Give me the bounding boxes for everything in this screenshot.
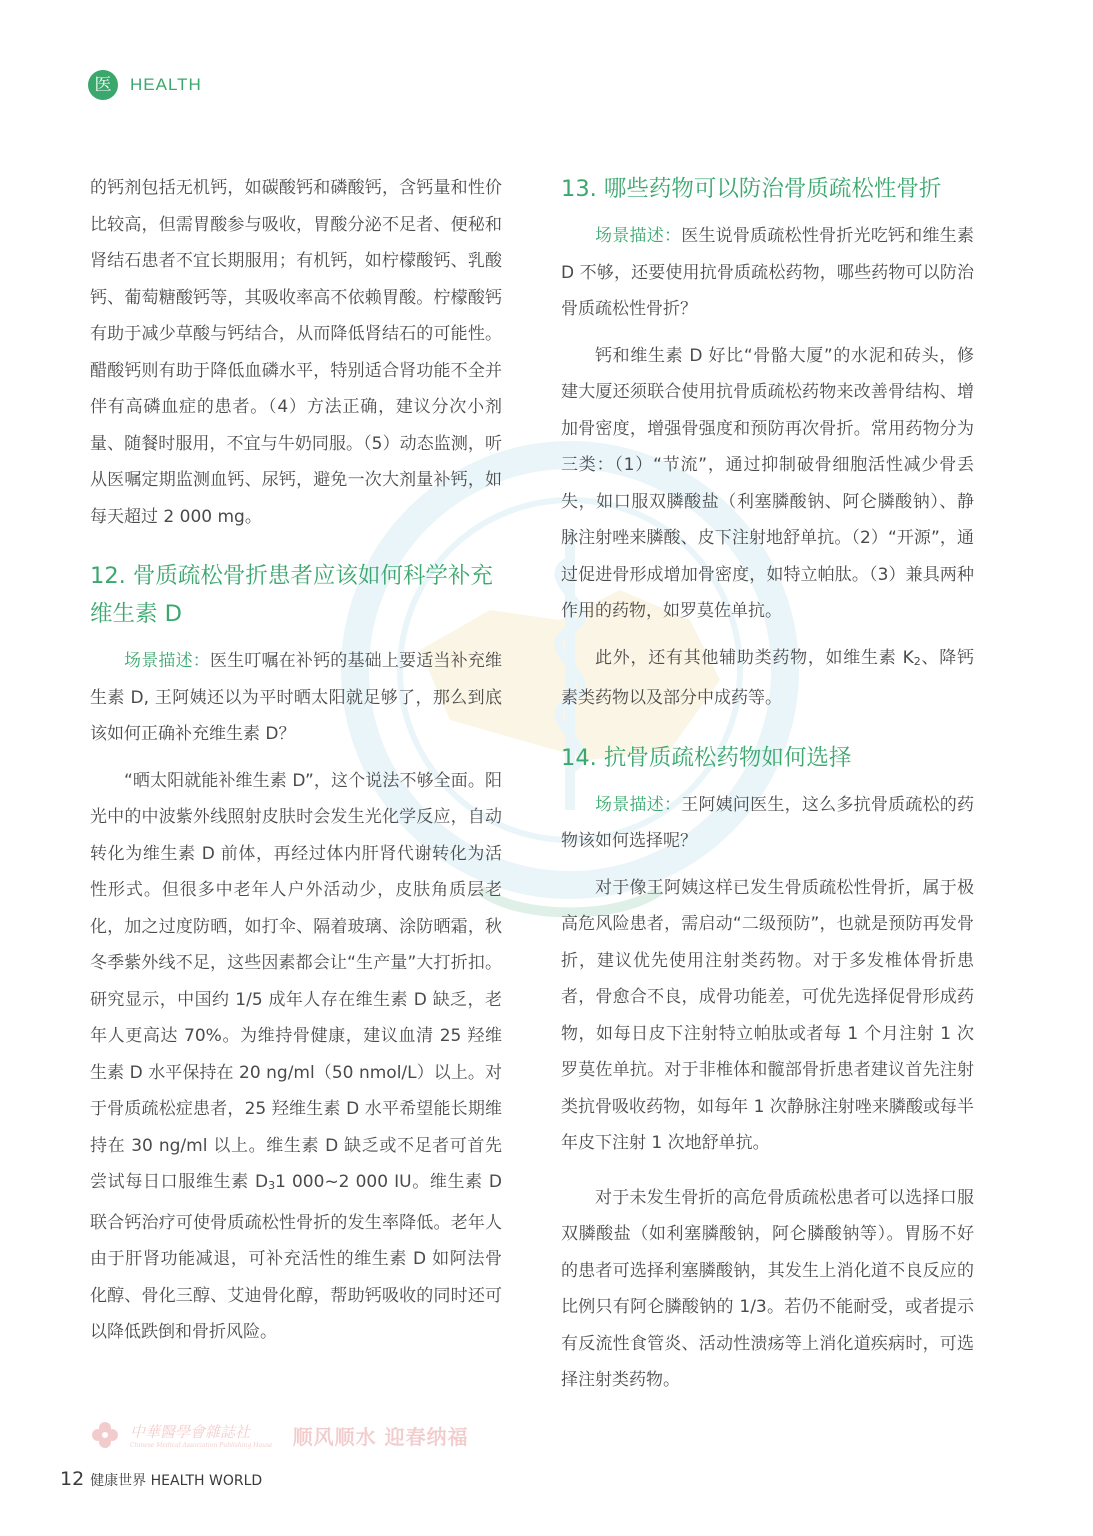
scene-text: 医生叮嘱在补钙的基础上要适当补充维生素 D, 王阿姨还以为平时晒太阳就足够了，那么到底该如何正确补充维生素 D？ [90, 651, 502, 744]
subscript: 3 [268, 1179, 276, 1192]
paragraph-oral-options: 对于未发生骨折的高危骨质疏松患者可以选择口服双膦酸盐（如利塞膦酸钠，阿仑膦酸钠等）。胃肠不好的患者可选择利塞膦酸钠，其发生上消化道不良反应的比例只有阿仑膦酸钠的 1/3。若仍不能耐受，或者提示有反流性食管炎、活动性溃疡等上消化道疾病时，可选择注射类药物。 [561, 1187, 974, 1390]
text-part: 此外，还有其他辅助类药物，如维生素 K [595, 647, 914, 668]
paragraph-vitamin-d [90, 763, 502, 1351]
paragraph-auxiliary-drugs [561, 640, 974, 717]
scene-14 [561, 787, 974, 860]
right-column [561, 170, 974, 1399]
magazine-name: 健康世界 HEALTH WORLD [90, 1473, 263, 1489]
scene-12 [90, 643, 502, 753]
text-part: 、降钙素类药物以及部分中成药等。 [561, 647, 975, 708]
medical-badge-icon: 医 [88, 70, 118, 100]
publisher-name-cn: 中華醫學會雜誌社 [130, 1423, 251, 1441]
subscript: 2 [913, 654, 921, 668]
publisher-slogan: 顺风顺水 迎春纳福 [292, 1424, 469, 1449]
publisher-mark [90, 1420, 469, 1450]
scene-text: 医生说骨质疏松性骨折光吃钙和维生素 D 不够，还要使用抗骨质疏松药物，哪些药物可以防治骨质疏松性骨折？ [561, 226, 975, 319]
heading-13: 13. 哪些药物可以防治骨质疏松性骨折 [561, 176, 942, 202]
paragraph-high-risk: 对于像王阿姨这样已发生骨质疏松性骨折，属于极高危风险患者，需启动“二级预防”，也就是预防再发骨折，建议优先使用注射类药物。对于多发椎体骨折患者，骨愈合不良，成骨功能差，可优先选择促骨形成药物，如每日皮下注射特立帕肽或者每 1 个月注射 1 次罗莫佐单抗。对于非椎体和髋部骨折患者建议首先注射类抗骨吸收药物，如每年 1 次静脉注射唑来膦酸或每半年皮下注射 1 次地舒单抗。 [561, 877, 974, 1153]
page-footer [60, 1468, 262, 1490]
heading-14: 14. 抗骨质疏松药物如何选择 [561, 744, 852, 771]
scene-text: 王阿姨问医生，这么多抗骨质疏松的药物该如何选择呢？ [561, 794, 975, 851]
text-part: “晒太阳就能补维生素 D”，这个说法不够全面。阳光中的中波紫外线照射皮肤时会发生光化学反应，自动转化为维生素 D 前体，再经过体内肝肾代谢转化为活性形式。但很多中老年人户外活动少，皮肤角质层老化，加之过度防晒，如打伞、隔着玻璃、涂防晒霜，秋冬季紫外线不足，这些因素都会让“生产量”大打折扣。研究显示，中国约 1/5 成年人存在维生素 D 缺乏，老年人更高达 70%。为维持骨健康，建议血清 25 羟维生素 D 水平保持在 20 ng/ml（50 nmol/L）以上。对于骨质疏松症患者，25 羟维生素 D 水平希望能长期维持在 30 ng/ml 以上。维生素 D 缺乏或不足者可首先尝试每日口服维生素 D [90, 770, 502, 1192]
publisher-name [130, 1421, 273, 1449]
heading-12: 12. 骨质疏松骨折患者应该如何科学补充维生素 D [90, 563, 493, 627]
left-column [90, 170, 502, 1351]
scene-label: 场景描述： [595, 226, 682, 246]
scene-13 [561, 218, 974, 328]
publisher-name-en: Chinese Medical Association Publishing House [130, 1442, 273, 1449]
section-label: HEALTH [130, 75, 202, 94]
page-header [88, 70, 202, 100]
scene-label: 场景描述： [595, 794, 682, 815]
text-part: 1 000~2 000 IU。维生素 D 联合钙治疗可使骨质疏松性骨折的发生率降低。老年人由于肝肾功能减退，可补充活性的维生素 D 如阿法骨化醇、骨化三醇、艾迪骨化醇，帮助钙吸收的同时还可以降低跌倒和骨折风险。 [90, 1172, 502, 1342]
page-number: 12 [60, 1468, 85, 1490]
paragraph-calcium-types: 的钙剂包括无机钙，如碳酸钙和磷酸钙，含钙量和性价比较高，但需胃酸参与吸收，胃酸分泌不足者、便秘和肾结石患者不宜长期服用；有机钙，如柠檬酸钙、乳酸钙、葡萄糖酸钙等，其吸收率高不依赖胃酸。柠檬酸钙有助于减少草酸与钙结合，从而降低肾结石的可能性。醋酸钙则有助于降低血磷水平，特别适合肾功能不全并伴有高磷血症的患者。（4）方法正确，建议分次小剂量、随餐时服用，不宜与牛奶同服。（5）动态监测，听从医嘱定期监测血钙、尿钙，避免一次大剂量补钙，如每天超过 2 000 mg。 [90, 178, 502, 527]
scene-label: 场景描述： [124, 651, 210, 671]
paragraph-drug-classes: 钙和维生素 D 好比“骨骼大厦”的水泥和砖头，修建大厦还须联合使用抗骨质疏松药物来改善骨结构、增加骨密度，增强骨强度和预防再次骨折。常用药物分为三类：（1）“节流”，通过抑制破骨细胞活性减少骨丢失，如口服双膦酸盐（利塞膦酸钠、阿仑膦酸钠）、静脉注射唑来膦酸、皮下注射地舒单抗。（2）“开源”，通过促进骨形成增加骨密度，如特立帕肽。（3）兼具两种作用的药物，如罗莫佐单抗。 [561, 345, 974, 621]
flower-logo-icon [90, 1420, 120, 1450]
